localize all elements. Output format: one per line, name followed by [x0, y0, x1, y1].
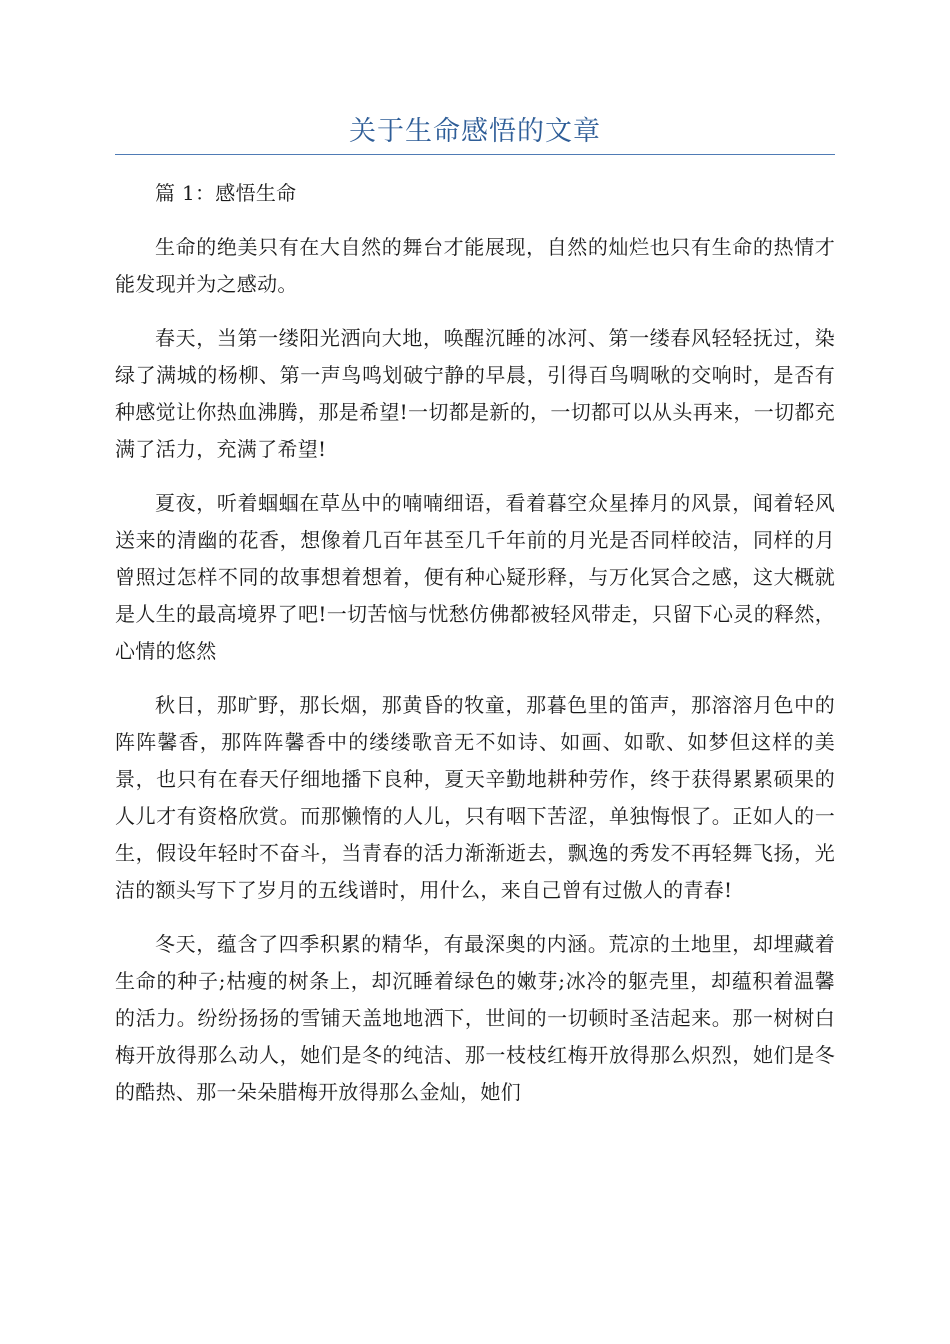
page-title: 关于生命感悟的文章	[349, 116, 601, 147]
title-divider	[115, 154, 835, 155]
paragraph-autumn: 秋日，那旷野，那长烟，那黄昏的牧童，那暮色里的笛声，那溶溶月色中的阵阵馨香，那阵阵馨香中的缕缕歌音无不如诗、如画、如歌、如梦但这样的美景，也只有在春天仔细地播下良种，夏天辛勤地耕种劳作，终于获得累累硕果的人儿才有资格欣赏。而那懒惰的人儿，只有咽下苦涩，单独悔恨了。正如人的一生，假设年轻时不奋斗，当青春的活力渐渐逝去，飘逸的秀发不再轻舞飞扬，光洁的额头写下了岁月的五线谱时，用什么，来自己曾有过傲人的青春!	[115, 693, 835, 902]
paragraph-spring: 春天，当第一缕阳光洒向大地，唤醒沉睡的冰河、第一缕春风轻轻抚过，染绿了满城的杨柳、第一声鸟鸣划破宁静的早晨，引得百鸟啁啾的交响时，是否有种感觉让你热血沸腾，那是希望!一切都是新的，一切都可以从头再来，一切都充满了活力，充满了希望!	[115, 326, 835, 461]
paragraph-winter: 冬天，蕴含了四季积累的精华，有最深奥的内涵。荒凉的土地里，却埋藏着生命的种子;枯瘦的树条上，却沉睡着绿色的嫩芽;冰冷的躯壳里，却蕴积着温馨的活力。纷纷扬扬的雪铺天盖地地洒下，世间的一切顿时圣洁起来。那一树树白梅开放得那么动人，她们是冬的纯洁、那一枝枝红梅开放得那么炽烈，她们是冬的酷热、那一朵朵腊梅开放得那么金灿，她们	[115, 932, 835, 1104]
paragraph-intro: 生命的绝美只有在大自然的舞台才能展现，自然的灿烂也只有生命的热情才能发现并为之感动。	[115, 235, 835, 296]
article-body	[115, 175, 835, 1128]
paragraph-summer: 夏夜，听着蝈蝈在草丛中的喃喃细语，看着暮空众星捧月的风景，闻着轻风送来的清幽的花香，想像着几百年甚至几千年前的月光是否同样皎洁，同样的月曾照过怎样不同的故事想着想着，便有种心疑形释，与万化冥合之感，这大概就是人生的最高境界了吧!一切苦恼与忧愁仿佛都被轻风带走，只留下心灵的释然，心情的悠然	[115, 491, 835, 663]
section-heading: 篇 1：感悟生命	[155, 181, 297, 205]
